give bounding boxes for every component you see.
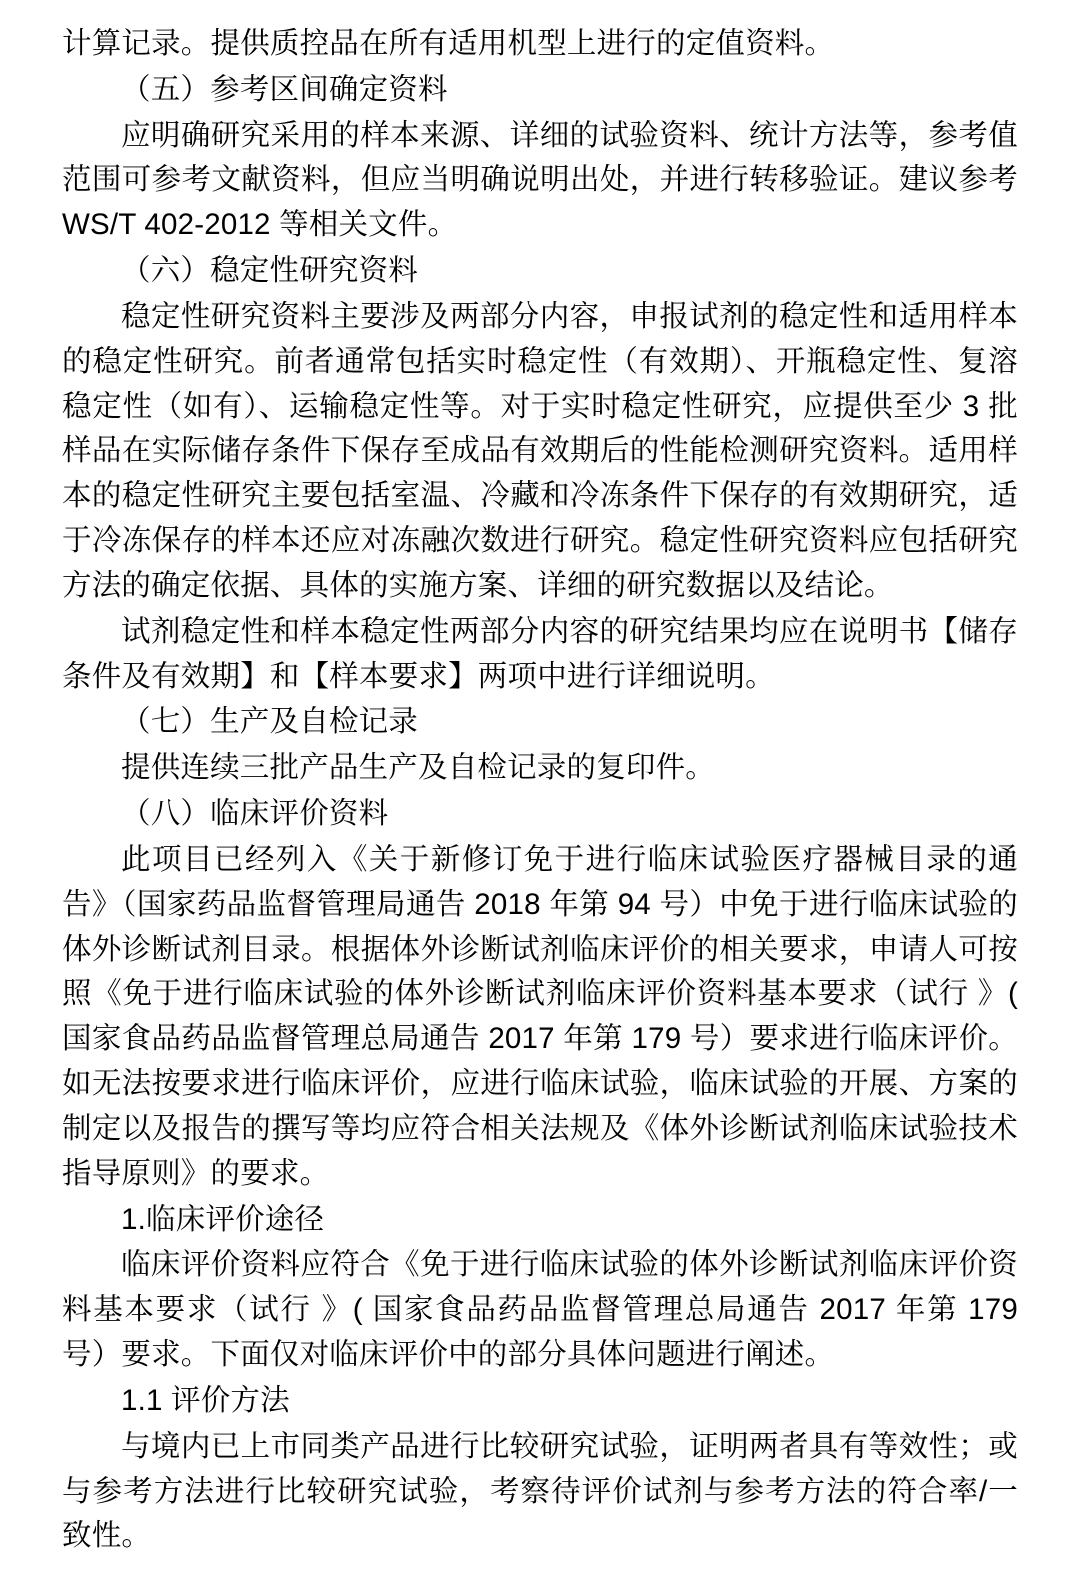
paragraph-clinical-evaluation: 此项目已经列入《关于新修订免于进行临床试验医疗器械目录的通告》（国家药品监督管理局通告 2018 年第 94 号）中免于进行临床试验的体外诊断试剂目录。根据体外诊断试剂临床评价的相关要求，申请人可按照《免于进行临床试验的体外诊断试剂临床评价资料基本要求（试行 》( 国家食品药品监督管理总局通告 2017 年第 179 号）要求进行临床评价。如无法按要求进行临床评价，应进行临床试验，临床试验的开展、方案的制定以及报告的撰写等均应符合相关法规及《体外诊断试剂临床试验技术指导原则》的要求。 [62,842,1018,1190]
paragraph-reference-interval: 应明确研究采用的样本来源、详细的试验资料、统计方法等，参考值范围可参考文献资料，但应当明确说明出处，并进行转移验证。建议参考 WS/T 402-2012 等相关文件。 [62,118,1018,242]
heading-section-six: （六）稳定性研究资料 [121,254,419,288]
document-body [62,22,1018,1559]
paragraph-production-record: 提供连续三批产品生产及自检记录的复印件。 [121,751,716,785]
paragraph-stability-instructions: 试剂稳定性和样本稳定性两部分内容的研究结果均应在说明书【储存条件及有效期】和【样本要求】两项中进行详细说明。 [62,614,1018,693]
heading-section-five: （五）参考区间确定资料 [121,72,448,106]
subheading-evaluation-method: 1.1 评价方法 [121,1383,290,1417]
paragraph-calculation-record: 计算记录。提供质控品在所有适用机型上进行的定值资料。 [62,27,835,60]
paragraph-stability-study: 稳定性研究资料主要涉及两部分内容，申报试剂的稳定性和适用样本的稳定性研究。前者通常包括实时稳定性（有效期）、开瓶稳定性、复溶稳定性（如有）、运输稳定性等。对于实时稳定性研究，应提供至少 3 批样品在实际储存条件下保存至成品有效期后的性能检测研究资料。适用样本的稳定性研究主要包括室温、冷藏和冷冻条件下保存的有效期研究，适于冷冻保存的样本还应对冻融次数进行研究。稳定性研究资料应包括研究方法的确定依据、具体的实施方案、详细的研究数据以及结论。 [62,299,1018,602]
heading-section-eight: （八）临床评价资料 [121,797,389,831]
paragraph-evaluation-method-body: 与境内已上市同类产品进行比较研究试验，证明两者具有等效性；或与参考方法进行比较研究试验，考察待评价试剂与参考方法的符合率/一致性。 [62,1429,1018,1553]
heading-section-seven: （七）生产及自检记录 [121,705,419,739]
subheading-clinical-path: 1.临床评价途径 [121,1202,325,1236]
paragraph-clinical-path-body: 临床评价资料应符合《免于进行临床试验的体外诊断试剂临床评价资料基本要求（试行 》( 国家食品药品监督管理总局通告 2017 年第 179 号）要求。下面仅对临床评价中的部分具体问题进行阐述。 [62,1248,1018,1372]
